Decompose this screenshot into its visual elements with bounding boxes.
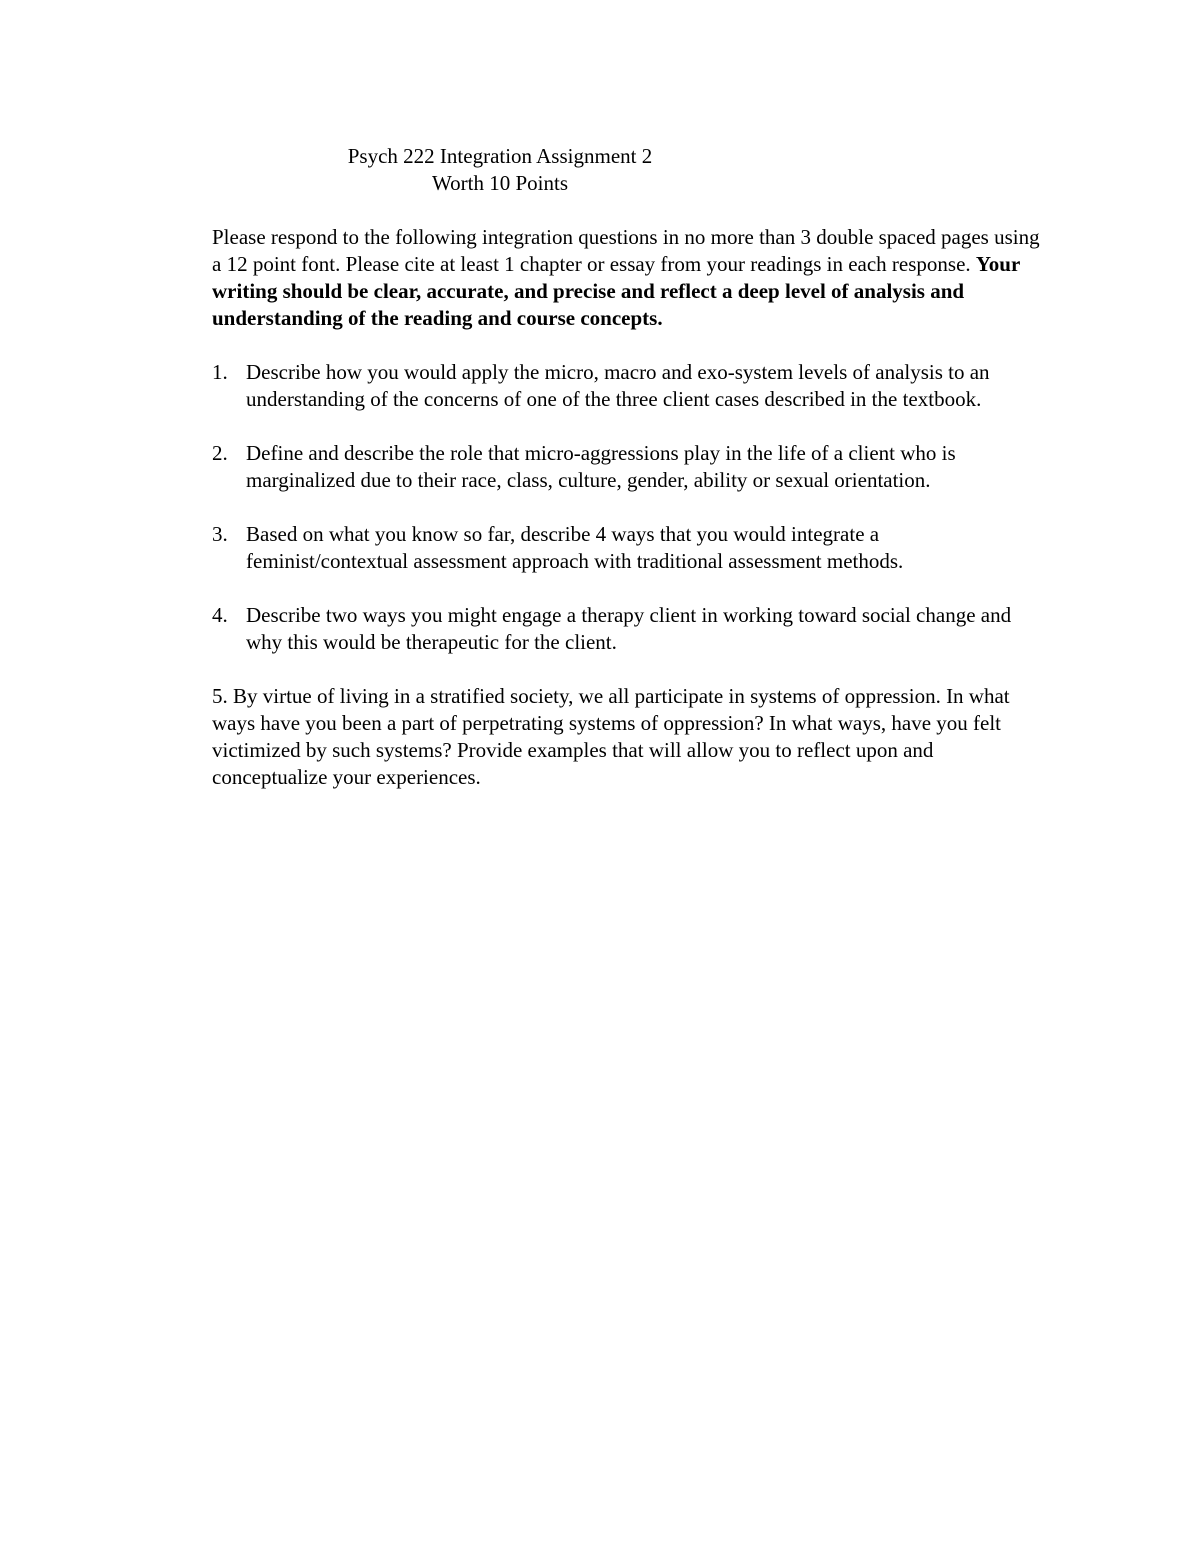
title-line-2: Worth 10 Points [432, 171, 568, 195]
question-item [212, 359, 1042, 413]
question-number: 1. [212, 360, 228, 384]
question-5-paragraph: 5. By virtue of living in a stratified society, we all participate in systems of oppression. In what ways have you been a part of perpetrating systems of oppression? In what ways, have you felt victimized by such systems? Provide examples that will allow you to reflect upon and conceptualize your experiences. [212, 684, 1010, 789]
document-body [212, 143, 1042, 791]
question-item [212, 521, 1042, 575]
question-number: 4. [212, 603, 228, 627]
question-list [212, 359, 1042, 656]
title-line-1: Psych 222 Integration Assignment 2 [347, 144, 653, 168]
question-text: Describe how you would apply the micro, macro and exo-system levels of analysis to an understanding of the concerns of one of the three client cases described in the textbook. [246, 360, 990, 411]
question-item [212, 602, 1042, 656]
question-text: Define and describe the role that micro-aggressions play in the life of a client who is marginalized due to their race, class, culture, gender, ability or sexual orientation. [246, 441, 956, 492]
question-number: 3. [212, 522, 228, 546]
question-number: 2. [212, 441, 228, 465]
instructions-paragraph [212, 224, 1042, 332]
question-text: Based on what you know so far, describe 4 ways that you would integrate a feminist/contextual assessment approach with traditional assessment methods. [246, 522, 904, 573]
instructions-text: Please respond to the following integration questions in no more than 3 double spaced pages using a 12 point font. Please cite at least 1 chapter or essay from your readings in each response. [212, 225, 1040, 276]
document-title [212, 143, 788, 197]
instructions-bold-text: Your writing should be clear, accurate, and precise and reflect a deep level of analysis and understanding of the reading and course concepts. [212, 252, 1020, 330]
question-text: Describe two ways you might engage a therapy client in working toward social change and why this would be therapeutic for the client. [246, 603, 1012, 654]
question-item [212, 440, 1042, 494]
